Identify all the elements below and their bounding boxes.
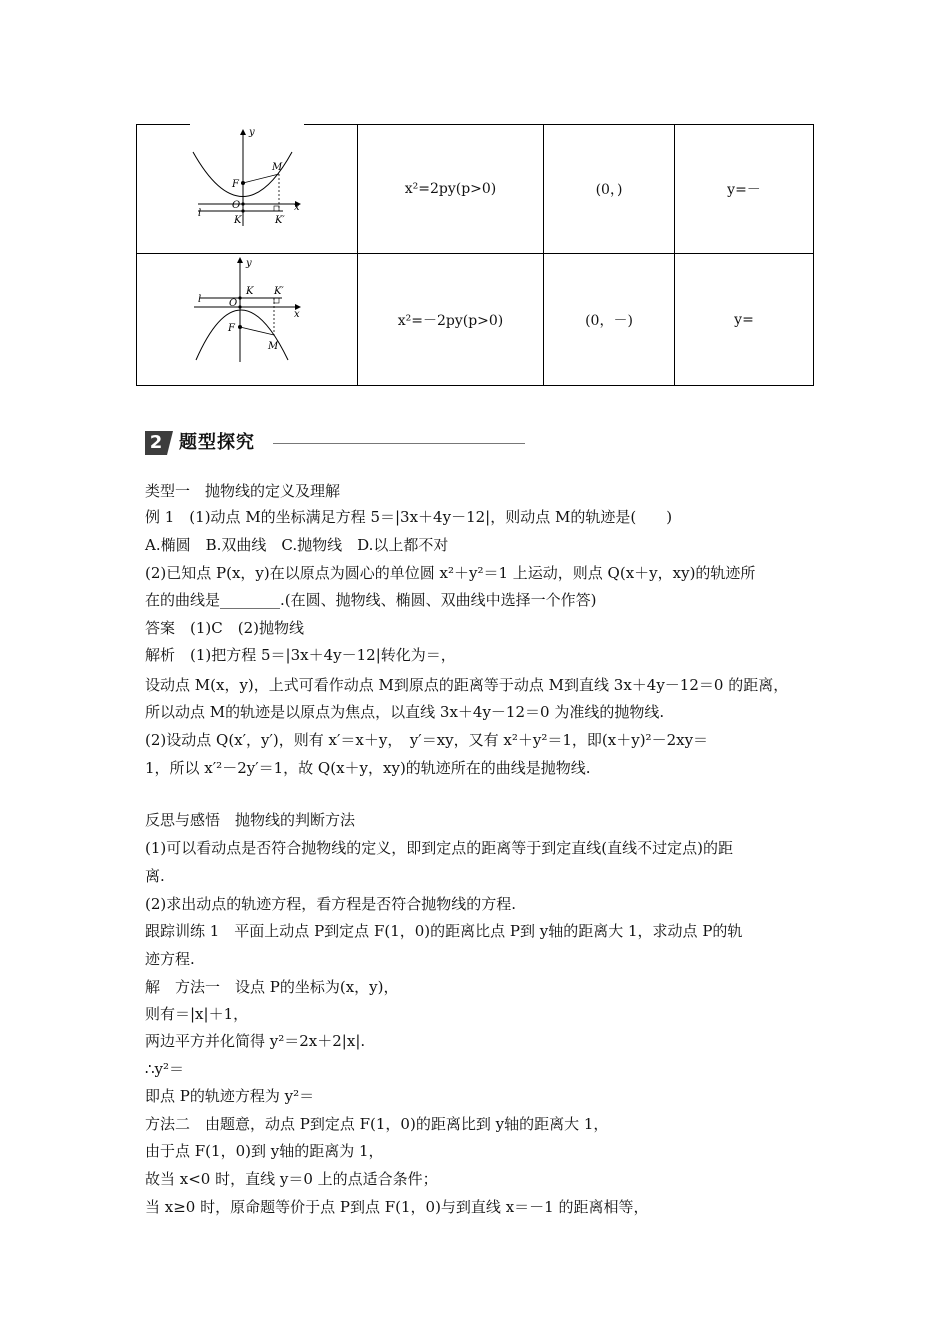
reflection-point-1: (1)可以看动点是否符合抛物线的定义，即到定点的距离等于到定直线(直线不过定点)的距 [145, 839, 733, 857]
section-divider [273, 443, 525, 444]
table-border-right [813, 124, 814, 386]
table-row-1-directrix: y=－ [727, 181, 761, 198]
heading-type-one: 类型一 抛物线的定义及理解 [145, 482, 341, 500]
table-row-1-focus: (0，) [595, 181, 623, 198]
focus-label: F [228, 323, 235, 334]
solution-method-2-line-2: 由于点 F(1，0)到 y轴的距离为 1， [145, 1142, 384, 1160]
parabola-table [136, 124, 814, 386]
section-number-badge: 2 [145, 431, 167, 455]
y-axis-label: y [249, 127, 255, 138]
reflection-heading: 反思与感悟 抛物线的判断方法 [145, 811, 356, 829]
analysis-line-4: (2)设动点 Q(x′，y′)，则有 x′＝x＋y， y′＝xy，又有 x²＋y²＝1，即(x＋y)²－2xy＝ [145, 731, 709, 749]
example-1-question: 例 1 (1)动点 M的坐标满足方程 5＝|3x＋4y－12|，则动点 M的轨迹是( ) [145, 508, 673, 526]
reflection-point-1-cont: 离. [145, 867, 165, 885]
table-border-left [136, 124, 137, 386]
m-label: M [268, 341, 279, 352]
upward-parabola-figure [188, 126, 308, 236]
analysis-line-5: 1，所以 x′²－2y′＝1，故 Q(x＋y，xy)的轨迹所在的曲线是抛物线. [145, 759, 591, 777]
origin-label: O [229, 298, 238, 309]
focus-label: F [232, 179, 239, 190]
x-axis-label: x [294, 309, 300, 320]
table-row-2-equation: x²=－2py(p>0) [397, 312, 504, 329]
analysis-line-3: 所以动点 M的轨迹是以原点为焦点，以直线 3x＋4y－12＝0 为准线的抛物线. [145, 703, 665, 721]
section-title: 题型探究 [179, 432, 255, 453]
solution-line-4: ∴y²＝ [145, 1060, 185, 1078]
table-border-top-left [136, 124, 190, 125]
example-1-part-2: (2)已知点 P(x，y)在以原点为圆心的单位圆 x²＋y²＝1 上运动，则点 Q(x＋y，xy)的轨迹所 [145, 564, 756, 582]
solution-line-2: 则有＝|x|＋1， [145, 1005, 249, 1023]
m-label: M [272, 162, 283, 173]
x-axis-label: x [294, 202, 300, 213]
analysis-line-1: 解析 (1)把方程 5＝|3x＋4y－12|转化为＝， [145, 646, 456, 664]
directrix-label: l [198, 208, 202, 219]
practice-1-question: 跟踪训练 1 平面上动点 P到定点 F(1，0)的距离比点 P到 y轴的距离大 1，求动点 P的轨 [145, 922, 743, 940]
example-1-part-2-cont: 在的曲线是________.(在圆、抛物线、椭圆、双曲线中选择一个作答) [145, 591, 597, 609]
solution-method-1: 解 方法一 设点 P的坐标为(x，y)， [145, 978, 399, 996]
practice-1-question-cont: 迹方程. [145, 950, 195, 968]
table-row-1-equation: x²=2py(p>0) [404, 180, 497, 197]
solution-line-5: 即点 P的轨迹方程为 y²＝ [145, 1087, 315, 1105]
table-border-bottom [136, 385, 814, 386]
directrix-label: l [198, 294, 202, 305]
section-header [145, 431, 525, 457]
solution-line-3: 两边平方并化简得 y²＝2x＋2|x|. [145, 1032, 366, 1050]
analysis-line-2: 设动点 M(x，y)，上式可看作动点 M到原点的距离等于动点 M到直线 3x＋4y－12＝0 的距离， [145, 676, 789, 694]
reflection-point-2: (2)求出动点的轨迹方程，看方程是否符合抛物线的方程. [145, 895, 517, 913]
solution-method-2-line-3: 故当 x<0 时，直线 y＝0 上的点适合条件； [145, 1170, 438, 1188]
k-label: K [246, 286, 254, 297]
origin-label: O [232, 200, 241, 211]
solution-method-2-line-4: 当 x≥0 时，原命题等价于点 P到点 F(1，0)与到直线 x＝－1 的距离相等， [145, 1198, 649, 1216]
k-prime-label: K′ [274, 286, 284, 297]
example-1-options: A.椭圆 B.双曲线 C.抛物线 D.以上都不对 [145, 536, 449, 554]
solution-method-2: 方法二 由题意，动点 P到定点 F(1，0)的距离比到 y轴的距离大 1， [145, 1115, 609, 1133]
table-row-2-directrix: y= [734, 311, 754, 328]
answer-line: 答案 (1)C (2)抛物线 [145, 619, 304, 637]
downward-parabola-figure [188, 256, 308, 366]
k-label: K [234, 215, 242, 226]
y-axis-label: y [246, 258, 252, 269]
table-row-2-focus: (0，－) [585, 312, 633, 329]
k-prime-label: K′ [275, 215, 285, 226]
